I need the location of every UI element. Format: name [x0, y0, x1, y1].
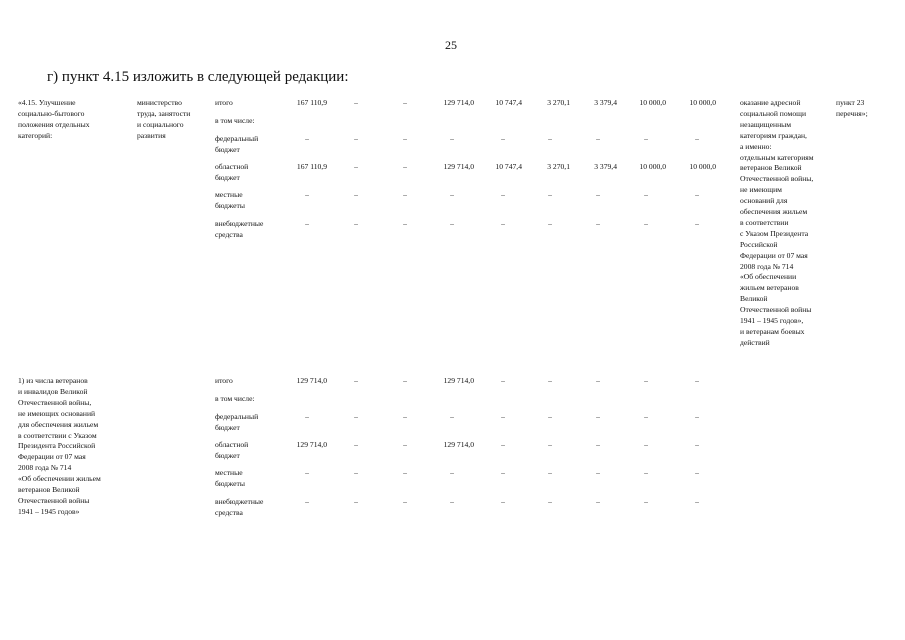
cell-value: – — [548, 468, 552, 477]
expected-result: а именно: — [740, 141, 772, 151]
measure-name: ветеранов Великой — [18, 485, 80, 494]
cell-value: – — [354, 468, 358, 477]
cell-value: – — [305, 190, 309, 199]
cell-value: – — [548, 412, 552, 421]
row-label: областной — [215, 440, 249, 449]
expected-result: оказание адресной — [740, 98, 801, 107]
cell-value: – — [403, 190, 407, 199]
cell-value: – — [450, 497, 454, 506]
cell-value: 129 714,0 — [296, 376, 327, 385]
cell-value: – — [501, 376, 505, 385]
expected-result: жильем ветеранов — [740, 283, 799, 293]
cell-value: – — [644, 219, 648, 228]
cell-value: – — [644, 376, 648, 385]
cell-value: 10 747,4 — [495, 98, 522, 107]
measure-name: в соответствии с Указом — [18, 430, 97, 440]
cell-value: – — [450, 412, 454, 421]
expected-result: Великой — [740, 294, 768, 304]
cell-value: – — [596, 497, 600, 506]
cell-value: 167 110,9 — [296, 98, 327, 107]
cell-value: 129 714,0 — [443, 98, 474, 107]
cell-value: – — [596, 412, 600, 421]
expected-result: «Об обеспечении — [740, 272, 797, 282]
cell-value: 10 000,0 — [689, 98, 716, 107]
cell-value: – — [548, 190, 552, 199]
cell-value: – — [305, 219, 309, 228]
cell-value: – — [501, 497, 505, 506]
cell-value: 10 000,0 — [639, 162, 666, 171]
expected-result: Отечественной войны, — [740, 174, 814, 184]
row-label: бюджет — [215, 172, 240, 182]
cell-value: – — [354, 190, 358, 199]
cell-value: 129 714,0 — [443, 162, 474, 171]
executor: и социального — [137, 119, 184, 129]
measure-name: и инвалидов Великой — [18, 386, 88, 396]
cell-value: – — [644, 468, 648, 477]
row-label: бюджеты — [215, 200, 245, 210]
cell-value: – — [354, 497, 358, 506]
cell-value: – — [305, 468, 309, 477]
row-label: бюджет — [215, 422, 240, 432]
cell-value: – — [695, 440, 699, 449]
cell-value: 3 270,1 — [547, 98, 570, 107]
cell-value: 129 714,0 — [443, 440, 474, 449]
expected-result: Отечественной войны — [740, 305, 812, 315]
cell-value: – — [403, 134, 407, 143]
cell-value: 3 270,1 — [547, 162, 570, 171]
row-label: бюджеты — [215, 478, 245, 488]
expected-result: незащищенным — [740, 119, 792, 129]
expected-result: обеспечения жильем — [740, 207, 808, 216]
cell-value: – — [450, 134, 454, 143]
cell-value: – — [548, 440, 552, 449]
cell-value: – — [695, 497, 699, 506]
cell-value: – — [548, 376, 552, 385]
expected-result: отдельным категориям — [740, 152, 814, 162]
cell-value: – — [695, 134, 699, 143]
expected-result: с Указом Президента — [740, 228, 809, 238]
cell-value: 129 714,0 — [443, 376, 474, 385]
reference: перечня»; — [836, 108, 868, 118]
expected-result: ветеранов Великой — [740, 163, 802, 173]
cell-value: 3 379,4 — [594, 162, 617, 171]
measure-name: 1941 – 1945 годов» — [18, 506, 80, 516]
cell-value: – — [354, 376, 358, 385]
cell-value: – — [501, 412, 505, 421]
cell-value: – — [548, 219, 552, 228]
cell-value: 167 110,9 — [296, 162, 327, 171]
cell-value: – — [596, 376, 600, 385]
cell-value: – — [305, 412, 309, 421]
cell-value: – — [695, 468, 699, 477]
measure-name: Президента Российской — [18, 441, 96, 451]
expected-result: действий — [740, 337, 770, 347]
measure-name: социально-бытового — [18, 108, 85, 118]
reference: пункт 23 — [836, 98, 865, 107]
cell-value: – — [403, 468, 407, 477]
measure-name: не имеющих оснований — [18, 408, 96, 418]
cell-value: – — [354, 219, 358, 228]
expected-result: не имеющим — [740, 185, 782, 195]
row-label: внебюджетные — [215, 219, 264, 228]
cell-value: – — [450, 190, 454, 199]
row-label: внебюджетные — [215, 497, 264, 506]
expected-result: Федерации от 07 мая — [740, 250, 808, 260]
expected-result: Российской — [740, 239, 778, 249]
expected-result: в соответствии — [740, 217, 789, 227]
cell-value: – — [403, 162, 407, 171]
measure-name: Отечественной войны, — [18, 397, 92, 407]
measure-name: Федерации от 07 мая — [18, 452, 86, 462]
cell-value: – — [305, 134, 309, 143]
cell-value: – — [403, 497, 407, 506]
cell-value: 10 000,0 — [639, 98, 666, 107]
cell-value: – — [501, 219, 505, 228]
row-label: в том числе: — [215, 116, 255, 125]
cell-value: – — [644, 497, 648, 506]
row-label: средства — [215, 507, 243, 517]
cell-value: – — [354, 98, 358, 107]
cell-value: – — [644, 190, 648, 199]
measure-name: Отечественной войны — [18, 495, 90, 505]
cell-value: – — [644, 134, 648, 143]
row-label: итого — [215, 376, 233, 385]
measure-name: 1) из числа ветеранов — [18, 376, 88, 385]
executor: министерство — [137, 98, 182, 107]
expected-result: оснований для — [740, 196, 788, 206]
row-label: средства — [215, 229, 243, 239]
measure-name: «Об обеспечении жильем — [18, 474, 101, 484]
cell-value: – — [596, 468, 600, 477]
expected-result: 1941 – 1945 годов», — [740, 316, 804, 325]
cell-value: – — [596, 440, 600, 449]
page-number: 25 — [445, 38, 457, 52]
cell-value: – — [596, 219, 600, 228]
row-label: федеральный — [215, 412, 259, 421]
cell-value: – — [548, 134, 552, 143]
cell-value: – — [695, 190, 699, 199]
cell-value: – — [548, 497, 552, 506]
row-label: местные — [215, 190, 243, 199]
cell-value: – — [695, 412, 699, 421]
measure-name: для обеспечения жильем — [18, 419, 99, 429]
cell-value: – — [354, 440, 358, 449]
row-label: местные — [215, 468, 243, 477]
cell-value: – — [501, 440, 505, 449]
cell-value: – — [403, 219, 407, 228]
cell-value: – — [450, 219, 454, 228]
cell-value: 10 000,0 — [689, 162, 716, 171]
cell-value: – — [501, 468, 505, 477]
cell-value: – — [695, 376, 699, 385]
executor: развития — [137, 130, 166, 140]
cell-value: – — [354, 134, 358, 143]
row-label: бюджет — [215, 450, 240, 460]
expected-result: категориям граждан, — [740, 130, 807, 140]
cell-value: – — [596, 134, 600, 143]
measure-name: «4.15. Улучшение — [18, 98, 76, 107]
measure-name: категорий: — [18, 130, 53, 140]
cell-value: – — [403, 376, 407, 385]
cell-value: – — [305, 497, 309, 506]
cell-value: 3 379,4 — [594, 98, 617, 107]
expected-result: 2008 года № 714 — [740, 261, 794, 271]
row-label: бюджет — [215, 144, 240, 154]
cell-value: – — [596, 190, 600, 199]
cell-value: – — [403, 98, 407, 107]
expected-result: социальной помощи — [740, 108, 807, 118]
executor: труда, занятости — [137, 108, 191, 118]
row-label: итого — [215, 98, 233, 107]
section-heading: г) пункт 4.15 изложить в следующей редакции: — [47, 69, 349, 85]
cell-value: – — [695, 219, 699, 228]
cell-value: – — [450, 468, 454, 477]
cell-value: – — [644, 440, 648, 449]
row-label: федеральный — [215, 134, 259, 143]
cell-value: – — [501, 190, 505, 199]
cell-value: – — [354, 162, 358, 171]
measure-name: положения отдельных — [18, 119, 90, 129]
measure-name: 2008 года № 714 — [18, 463, 72, 473]
cell-value: – — [501, 134, 505, 143]
cell-value: 129 714,0 — [296, 440, 327, 449]
cell-value: 10 747,4 — [495, 162, 522, 171]
cell-value: – — [644, 412, 648, 421]
row-label: областной — [215, 162, 249, 171]
expected-result: и ветеранам боевых — [740, 326, 805, 336]
cell-value: – — [354, 412, 358, 421]
row-label: в том числе: — [215, 394, 255, 403]
cell-value: – — [403, 440, 407, 449]
cell-value: – — [403, 412, 407, 421]
